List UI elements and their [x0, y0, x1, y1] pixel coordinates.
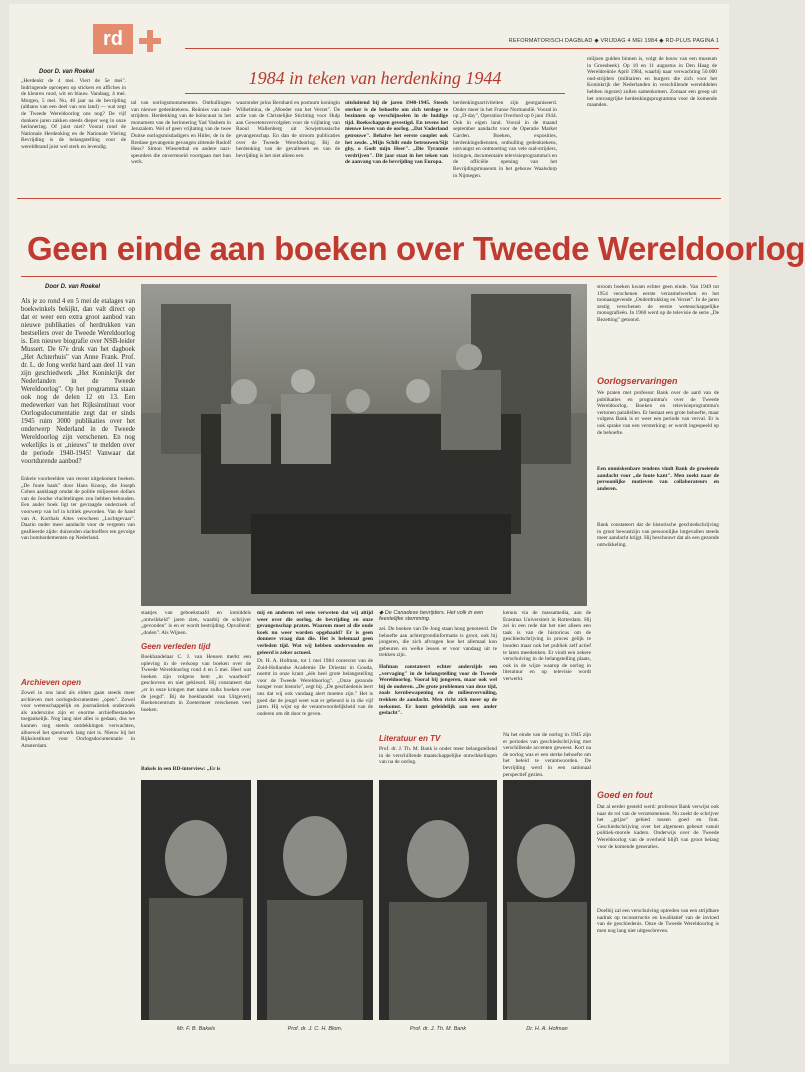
main-col-3-more: Dr. H. A. Hofman, tot 1 mei 1984 conrector van de Zuid-Hollandse Academie De Driestar in Gouda, noemt in onze krant „één heel grote belangstelling voor de Tweede Wereldoorlog". „Onze gezonde honger voor historie", zegt hij. „De geschiedenis leert ons dat wij ook vandaag alert moeten zijn." Het is goed dat de jeugd weet wat er gebeurd is in die vijf jaren. Hij wijst op de verantwoordelijkheid van de ouderen om dit door te geven.: [257, 658, 373, 717]
main-col-6: stroom boeken kwam echter geen einde. Van 1949 tot 1954 verschenen eerste verzamelwerken en het toonaangevende „Onderdrukking en Verzet". In de jaren zestig verschenen de eerste wetenschappelijke monografieën. In 1960 werd op de televisie de serie „De Bezetting" getoond.: [597, 284, 719, 323]
main-col-4: zei. De boeken van De Jong staan hoog genoteerd. De behoefte aan achtergrondinformatie is groot, ook bij jongeren, die zich afvragen hoe het allemaal kon gebeuren en welke lessen er voor vandaag uit te trekken zijn.: [379, 626, 497, 659]
masthead-info: REFORMATORISCH DAGBLAD ◆ VRIJDAG 4 MEI 1984 ◆ RD-PLUS PAGINA 1: [508, 38, 719, 44]
kicker-rule: [185, 93, 565, 94]
section-rule: [17, 198, 721, 199]
goed-heading: Goed en fout: [597, 790, 653, 800]
goed-text: Dat al eerder gesteld werd: professor Bank verwijst ook naar de rol van de verzetsmensen. Nu zoekt de schrijver het „grijze" gebied tussen goed en fout. Geschiedschrijving over het algemeen gebeurt vanuit politiek-morele kaders. Onderwijs over de Tweede Wereldoorlog van de overheid blijft van groot belang voor de komende generaties.: [597, 804, 719, 850]
top-col-1: „Herdenkt de 4 mei. Viert de 5e mei". Indringende oproepen op stickers en affiches in de kleuren rood, wit en blauw. Vandaag, 4 mei. Morgen, 5 mei. Nu, 40 jaar na de bevrijding (althans van een deel van ons land) — wat zegt de Tweede Wereldoorlog ons nog? De vijf donkere jaren zakken steeds dieper weg in onze herinnering. Of juist niet? Vooral rond de Nationale Herdenking en de Nationale Viering Bevrijding is de belangstelling voor de wereldbrand juist wel sterk en levendig.: [21, 78, 126, 150]
oorlog-bold: Een onmiskenbare tendens vindt Bank de groeiende aandacht voor „de foute kant". Men zoekt naar de persoonlijke motieven van collaborateurs en anderen.: [597, 466, 719, 492]
main-byline: Door D. van Roekel: [45, 284, 101, 290]
logo-rd-mark: rd: [93, 24, 133, 54]
main-col-3: mij en anderen vel eens verweten dat wij altijd weer over die oorlog, de bevrijding en onze gevangenschap praten. Waarom moet al die oude koek nu weer worden opgehaald? Er is geen donnere vraag dan die. Het is helemaal geen verleden tijd. Wat wij hebben ondervonden en geleerd is zeker actueel.: [257, 610, 373, 656]
literatuur-text: Prof. dr. J. Th. M. Bank is onder meer belangstellend in de verschillende maatschappelijke ontwikkelingen van na de oorlog.: [379, 746, 497, 766]
portrait-blom: [257, 780, 373, 1020]
masthead-rule: [185, 48, 719, 49]
oorlog-text: We praten met professor Bank over de aard van de publikaties en programma's over de Tweede Wereldoorlog. Boeken en televisieprogramma's vertonen parallellen. Er bestaat een grote behoefte, maar volgens Bank is er weer een periode van verval. Er is ook sprake van een versterking: er wordt ingespeeld op de behoefte.: [597, 390, 719, 436]
portrait-caption-blom: Prof. dr. J. C. H. Blom.: [287, 1026, 343, 1032]
top-byline: Door D. van Roekel: [39, 69, 95, 75]
verleden-text: Boekhandelaar C. J. van Hensen merkt een opleving in de verkoop van boeken over de Tweede Wereldoorlog rond 4 en 5 mei. Heel wat boeken zijn volgens hem „in waarheid" geschreven en niet gekleurd. Hij constateert dat „er in onze kringen met name zulks boeken over de jeugd". Bij de boekhandel van Uitgeverij Boekencentrum in Zoetermeer verschenen veel boeken.: [141, 654, 251, 713]
main-headline: Geen einde aan boeken over Tweede Wereldoorlog: [27, 230, 805, 267]
oorlog-heading: Oorlogservaringen: [597, 376, 678, 386]
top-col-2: tal van oorlogsmonumenten. Onthullingen van nieuwe gedenktekens. Reünies van oud-strijders. Herdenking van de holocaust in het monument van de herinnering Yad Vashem in Jeruzalem. Wel of geen vrijlating van de twee Duitse oorlogsmisdadigers en Hitler, de in de Bredase gevangenis gevangen zittende Rudolf Hess? Simon Wiesenthal en andere nazi-speurders die onvermoeid voortgaan met hun werk.: [131, 100, 231, 166]
main-col-5: kennis via de massamedia, aan de Erasmus Universiteit in Rotterdam. Hij zei in een rede dat het niet alleen een taak is van de historicus om de geschiedschrijving in proces gelijk te houden maar ook het publiek zelf actief te laten meedenken. Er vindt een zekere verschuiving in de belangstelling plaats, ook in de wijze waarop de oorlog in literatuur en op televisie wordt verwerkt.: [503, 610, 591, 682]
verleden-heading: Geen verleden tijd: [141, 642, 211, 651]
rd-logo: [93, 24, 185, 54]
photo-caption: ◆ De Canadese bevrijders. Het volk in een feestelijke stemming.: [379, 610, 484, 622]
newspaper-page: [9, 4, 805, 1064]
top-col-3: waaronder prins Bernhard en postuum koningin Wilhelmina, de „Moeder van het Verzet". De actie van de Christelijke Stichting voor Hulp aan Gewetensvervolgden voor de vrijlating van Raoul Wallenberg uit Sowjetrussische gevangenschap. En dan de stroom publicaties over de Tweede Wereldoorlog. Bij de herdenking van de gevallenen en van de bevrijding is het niet alleen een: [236, 100, 340, 159]
oorlog-end: Bank constateert dat de historische geschiedschrijving in groot bewustzijn van persoonlijke lotgevallen steeds meer aandacht krijgt. Hij beschouwt dat als een gezonde ontwikkeling.: [597, 522, 719, 548]
top-kicker: 1984 in teken van herdenking 1944: [248, 68, 502, 88]
top-col-4: uitsluitend bij de jaren 1940-1945. Steeds sterker is de behoefte om zich terdege te bezinnen op verschijnselen in de huidige tijd. Boekschappen gevestigd. En tevens het nieuwe leven van de oorlog. „Dat Vaderland getrouwe". Behalve het eerste couplet ook het zesde. „Mijn Schilt ende betrouwen/Sijt ghy, o Godt mijn Heer". „Die Tyrannie verdrijven". Dit jaar staat in het teken van de aanvang van de bevrijding van Europa.: [345, 100, 448, 166]
portrait-caption-hofman: Dr. H. A. Hofman: [526, 1026, 568, 1032]
goed-text-2: Doelbij zal een verschuiving optreden van een strijdbare nadruk op reconstructie en kwalitatief van de invloed van de geschiedenis. Onze de Tweede Wereldoorlog is men nog lang niet uitgeschreven.: [597, 908, 719, 934]
plus-icon: [139, 30, 161, 52]
literatuur-heading: Literatuur en TV: [379, 734, 441, 743]
archive-heading: Archieven open: [21, 678, 82, 687]
main-col-2: staatjes van geboekstaafd en inmiddels „ontwikkeld" jaren zien, waarbij de schrijver „gevonden" is en er wordt bestrijding. Opvallend: „doden". Als Wijnen.: [141, 610, 251, 636]
bakels-quote: Bakels in een RD-interview: „Er is: [141, 766, 221, 772]
main-lead: Als je zo rond 4 en 5 mei de etalages van boekwinkels bekijkt, dan valt direct op dat er weer een extra groot aanbod van nieuwe publikaties of herdrukken van bestsellers over de Tweede Wereldoorlog is. Een nieuwe biografie over NSB-leider Mussert. De 67e druk van het dagboek „Het Achterhuis" van Anne Frank. Prof. dr. L. de Jong werkt hard aan deel 11 van zijn geschiedwerk „Het Koninkrijk der Nederlanden in de Tweede Wereldoorlog". Op het programma staan ook nog de delen 12 en 13. Een medewerker van het Rijksinstituut voor Oorlogsdocumentatie zegt dat er sinds 1945 ruim 3000 publikaties over het onderwerp Nederland in de Tweede Wereldoorlog zijn verschenen. En nog wekelijks is er „nieuws" te melden over de periode 1940-1945! Vanwaar dat voortdurende aanbod?: [21, 298, 135, 465]
headline-rule: [21, 276, 717, 277]
portrait-hofman: [503, 780, 591, 1020]
portrait-bank: [379, 780, 497, 1020]
main-col-4-more: Hofman constateert echter anderzijds een „vervaging" in de belangstelling voor de Tweede Wereldoorlog. Vooral bij jongeren, maar ook wel bij de ouderen. „De grote problemen van deze tijd, zoals kernbewapening en de milieuvervuiling, trekken de aandacht. Men richt zich meer op de toekomst. Er komt geleidelijk aan een ander geslacht".: [379, 664, 497, 717]
portrait-bakels: [141, 780, 251, 1020]
main-col-5-more: Na het einde van de oorlog in 1945 zijn er periodes van geschiedschrijving met verschillende accenten geweest. Kort na de oorlog was er een sterke behoefte om het beleid te verantwoorden. De bevrijding werd in een nationaal perspectief gezien.: [503, 732, 591, 778]
main-col-1-rest: Enkele voorbeelden van recent uitgekomen boeken. „De foute bank" door Hans Knoop, die Joseph Cohen aanklaagt omdat de politie miljoenen dollars van de Joodse vluchtelingen zou hebben behouden. Een ander boek ligt ter gevraagde onderzoek of voorwerp van lof in kritiek geworden. Van de hand van A. Korthals Altes verscheen „Luchtgevaar". Daarin onder meer aandacht voor de vergeten van geallieerde zijde: duizenden slachtoffers ten gevolge van bombardementen op Nederland.: [21, 476, 135, 542]
top-col-5: herdenkingsactiviteiten zijn georganiseerd. Onder meer in het Franse Normandië. Vooral in op „D-day", Operation Overlord op 6 juni 1944. Ook in eigen land. Vooral in de maand september aandacht voor de Operatie Market Garden. Boeken, exposities, herdenkingsdiensten, onthulling gedenktekens, ontvangst en ontmoeting van vele oud-strijders, lezingen, documentaire televisieprogramma's en de officiële opening van het Bevrijdingsmuseum in het gebouw Waalsdorp in Nijmegen.: [453, 100, 557, 179]
portrait-caption-bank: Prof. dr. J. Th. M. Bank: [409, 1026, 467, 1032]
main-photo: [141, 284, 587, 606]
archive-text: Zowel in ons land als elders gaan steeds meer archieven met oorlogsdocumenten „open". Zowel voor wetenschappelijk en journalistiek onderzoek als anderszins zijn er enorme archiefbestanden toegankelijk. Nog lang niet alles is gedaan, dus we kunnen nog steeds ontdekkingen verwachten, alhoewel het speurwerk lang niet is. Nieuw bij het Rijksinstituut voor Oorlogsdocumentatie in Amsterdam.: [21, 690, 135, 749]
portrait-caption-bakels: Mr. F. B. Bakels: [176, 1026, 216, 1032]
top-col-6: miljoen gulden binnen is, volgt de bouw van een museum in Groesbeek). Op 10 en 11 augustus in Den Haag de Wereldreünie April 1984, waarbij naar verwachting 50.000 oud-strijders (militairen en burgers die zich voor het Koninkrijk der Nederlanden in verschillende werelddelen hebben ingezet) zullen samenkomen. Zomaar een greep uit het omvangrijke herdenkingsprogramma voor de komende maanden.: [587, 56, 717, 109]
